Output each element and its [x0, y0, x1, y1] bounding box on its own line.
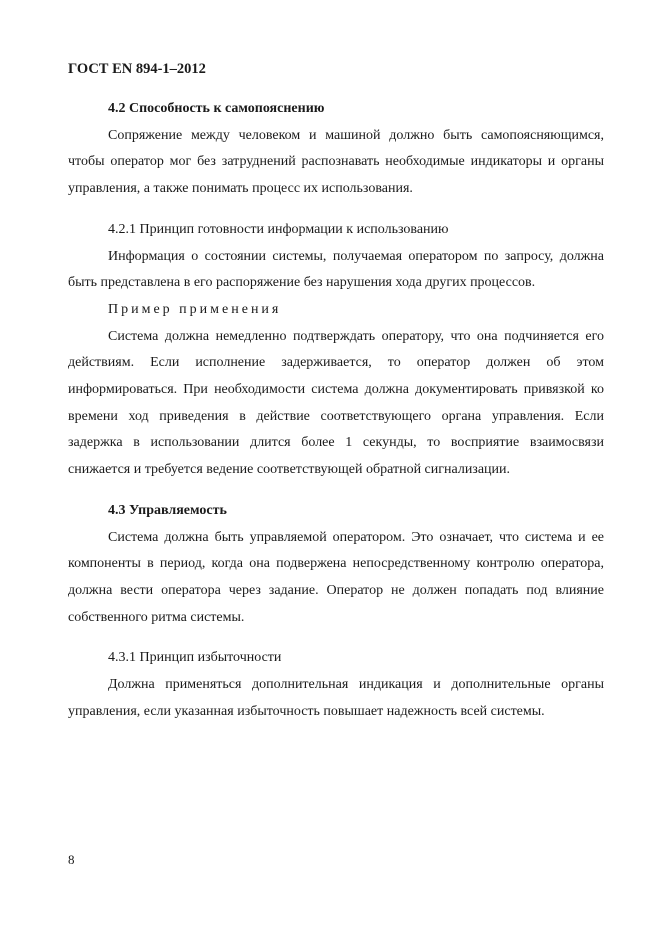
section-4-2-paragraph: Сопряжение между человеком и машиной должно быть самопоясняющимся, чтобы оператор мог без затруднений распознавать необходимые индикаторы и органы управления, а также понимать процесс их использования.	[68, 127, 604, 197]
section-4-2-1-heading: 4.2.1 Принцип готовности информации к использованию	[108, 221, 449, 237]
section-4-3-heading: 4.3 Управляемость	[108, 502, 227, 518]
example-label: Пример применения	[108, 301, 282, 317]
document-body	[68, 96, 604, 725]
section-4-3-1-heading: 4.3.1 Принцип избыточности	[108, 650, 282, 666]
page-number: 8	[68, 852, 75, 867]
section-4-3-1-paragraph: Должна применяться дополнительная индикация и дополнительные органы управления, если указанная избыточность повышает надежность всей системы.	[68, 677, 604, 719]
example-paragraph: Система должна немедленно подтверждать оператору, что она подчиняется его действиям. Если исполнение задерживается, то оператор должен об этом информироваться. При необходимости система должна документировать привязкой ко времени ход приведения в действие соответствующего органа управления. Если задержка в использовании длится более 1 секунды, то восприятие взаимосвязи снижается и требуется ведение соответствующей обратной сигнализации.	[68, 328, 604, 478]
standard-code-header: ГОСТ EN 894-1–2012	[68, 61, 206, 77]
section-4-3-paragraph: Система должна быть управляемой оператором. Это означает, что система и ее компоненты в период, когда она подвержена непосредственному контролю оператора, должна вести оператора через задание. Оператор не должен попадать под влияние собственного ритма системы.	[68, 529, 604, 625]
section-4-2-1-paragraph: Информация о состоянии системы, получаемая оператором по запросу, должна быть представлена в его распоряжение без нарушения хода других процессов.	[68, 248, 604, 291]
section-4-2-heading: 4.2 Способность к самопояснению	[108, 101, 325, 116]
